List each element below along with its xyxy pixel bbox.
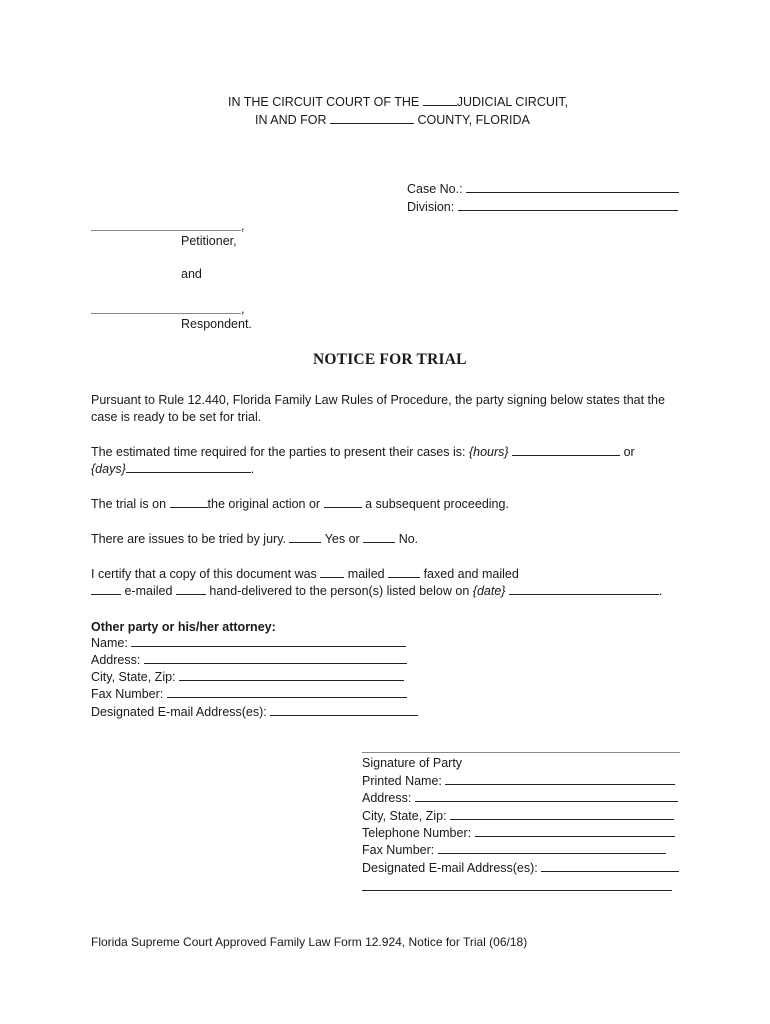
- other-party-fax-row: [91, 686, 407, 702]
- signature-label: Signature of Party: [362, 756, 463, 770]
- jury-line: [91, 531, 418, 547]
- hours-field[interactable]: [512, 444, 620, 456]
- signature-line[interactable]: [362, 752, 680, 753]
- sig-email-row: [362, 860, 679, 876]
- sig-address-row: [362, 790, 678, 806]
- mailed-text: mailed: [347, 567, 385, 581]
- jury-no-text: No.: [398, 532, 419, 546]
- certify-text: I certify that a copy of this document was: [91, 567, 317, 581]
- case-number-row: [407, 181, 679, 197]
- jury-no-blank[interactable]: [363, 531, 395, 543]
- estimated-time-text: The estimated time required for the parties to present their cases is:: [91, 445, 466, 459]
- rule-paragraph-line1: Pursuant to Rule 12.440, Florida Family Law Rules of Procedure, the party signing below states that the: [91, 393, 665, 407]
- sig-city-row: [362, 808, 674, 824]
- judicial-circuit-blank[interactable]: [423, 94, 457, 106]
- and-label: and: [181, 267, 202, 281]
- estimated-time-line2: [91, 461, 254, 477]
- estimated-time-line1: [91, 444, 635, 460]
- other-party-city-row: [91, 669, 404, 685]
- sig-fax-row: [362, 842, 666, 858]
- other-party-heading: Other party or his/her attorney:: [91, 620, 276, 634]
- printed-name-row: [362, 773, 675, 789]
- other-party-address-row: [91, 652, 407, 668]
- rule-paragraph-line2: case is ready to be set for trial.: [91, 410, 262, 424]
- original-action-text: the original action or: [207, 497, 321, 511]
- other-party-name-field[interactable]: [131, 635, 406, 647]
- respondent-label: Respondent.: [181, 317, 252, 331]
- jury-text: There are issues to be tried by jury.: [91, 532, 286, 546]
- sig-address-field[interactable]: [415, 790, 678, 802]
- court-text-a: IN THE CIRCUIT COURT OF THE: [228, 95, 420, 109]
- sig-city-field[interactable]: [450, 808, 674, 820]
- sig-address-label: Address:: [362, 791, 412, 805]
- document-title: NOTICE FOR TRIAL: [313, 351, 467, 368]
- date-field[interactable]: [509, 583, 659, 595]
- county-text-b: COUNTY, FLORIDA: [417, 113, 530, 127]
- printed-name-label: Printed Name:: [362, 774, 442, 788]
- sig-telephone-label: Telephone Number:: [362, 826, 472, 840]
- other-party-city-label: City, State, Zip:: [91, 670, 176, 684]
- days-field[interactable]: [126, 461, 251, 473]
- printed-name-field[interactable]: [445, 773, 675, 785]
- respondent-name-line[interactable]: [91, 313, 241, 314]
- trial-on-line: [91, 496, 509, 512]
- sig-email-label: Designated E-mail Address(es):: [362, 861, 538, 875]
- case-number-label: Case No.:: [407, 182, 463, 196]
- petitioner-label: Petitioner,: [181, 234, 237, 248]
- division-field[interactable]: [458, 199, 678, 211]
- date-period: .: [658, 584, 663, 598]
- other-party-name-row: [91, 635, 406, 651]
- sig-city-label: City, State, Zip:: [362, 809, 447, 823]
- subsequent-proceeding-text: a subsequent proceeding.: [365, 497, 509, 511]
- respondent-comma: ,: [241, 302, 245, 316]
- other-party-fax-label: Fax Number:: [91, 687, 164, 701]
- sig-fax-label: Fax Number:: [362, 843, 435, 857]
- mailed-blank[interactable]: [320, 566, 344, 578]
- other-party-email-row: [91, 704, 418, 720]
- other-party-email-field[interactable]: [270, 704, 418, 716]
- or-text: or: [623, 445, 635, 459]
- subsequent-proceeding-blank[interactable]: [324, 496, 362, 508]
- certify-line1: [91, 566, 519, 582]
- court-header-line1: [228, 94, 568, 110]
- hand-delivered-text: hand-delivered to the person(s) listed below on: [209, 584, 470, 598]
- petitioner-comma: ,: [241, 219, 245, 233]
- court-header-line2: [255, 112, 530, 128]
- case-number-field[interactable]: [466, 181, 679, 193]
- other-party-address-field[interactable]: [144, 652, 407, 664]
- other-party-fax-field[interactable]: [167, 686, 407, 698]
- county-text-a: IN AND FOR: [255, 113, 327, 127]
- division-row: [407, 199, 678, 215]
- division-label: Division:: [407, 200, 455, 214]
- court-text-b: JUDICIAL CIRCUIT,: [456, 95, 569, 109]
- jury-yes-blank[interactable]: [289, 531, 321, 543]
- sig-telephone-row: [362, 825, 675, 841]
- other-party-name-label: Name:: [91, 636, 128, 650]
- county-blank[interactable]: [330, 112, 414, 124]
- sig-fax-field[interactable]: [438, 842, 666, 854]
- emailed-blank[interactable]: [91, 583, 121, 595]
- original-action-blank[interactable]: [170, 496, 208, 508]
- sig-email-continuation-line[interactable]: [362, 890, 672, 891]
- hand-delivered-blank[interactable]: [176, 583, 206, 595]
- days-label: {days}: [91, 462, 126, 476]
- faxed-blank[interactable]: [388, 566, 420, 578]
- days-period: .: [250, 462, 255, 476]
- other-party-address-label: Address:: [91, 653, 141, 667]
- jury-yes-text: Yes or: [324, 532, 360, 546]
- form-footer: Florida Supreme Court Approved Family Law Form 12.924, Notice for Trial (06/18): [91, 935, 528, 949]
- other-party-email-label: Designated E-mail Address(es):: [91, 705, 267, 719]
- hours-label: {hours}: [468, 445, 509, 459]
- sig-telephone-field[interactable]: [475, 825, 675, 837]
- emailed-text: e-mailed: [124, 584, 173, 598]
- certify-line2: [91, 583, 662, 599]
- date-label: {date}: [472, 584, 506, 598]
- faxed-text: faxed and mailed: [423, 567, 519, 581]
- sig-email-field[interactable]: [541, 860, 679, 872]
- petitioner-name-line[interactable]: [91, 230, 241, 231]
- other-party-city-field[interactable]: [179, 669, 404, 681]
- trial-on-text: The trial is on: [91, 497, 167, 511]
